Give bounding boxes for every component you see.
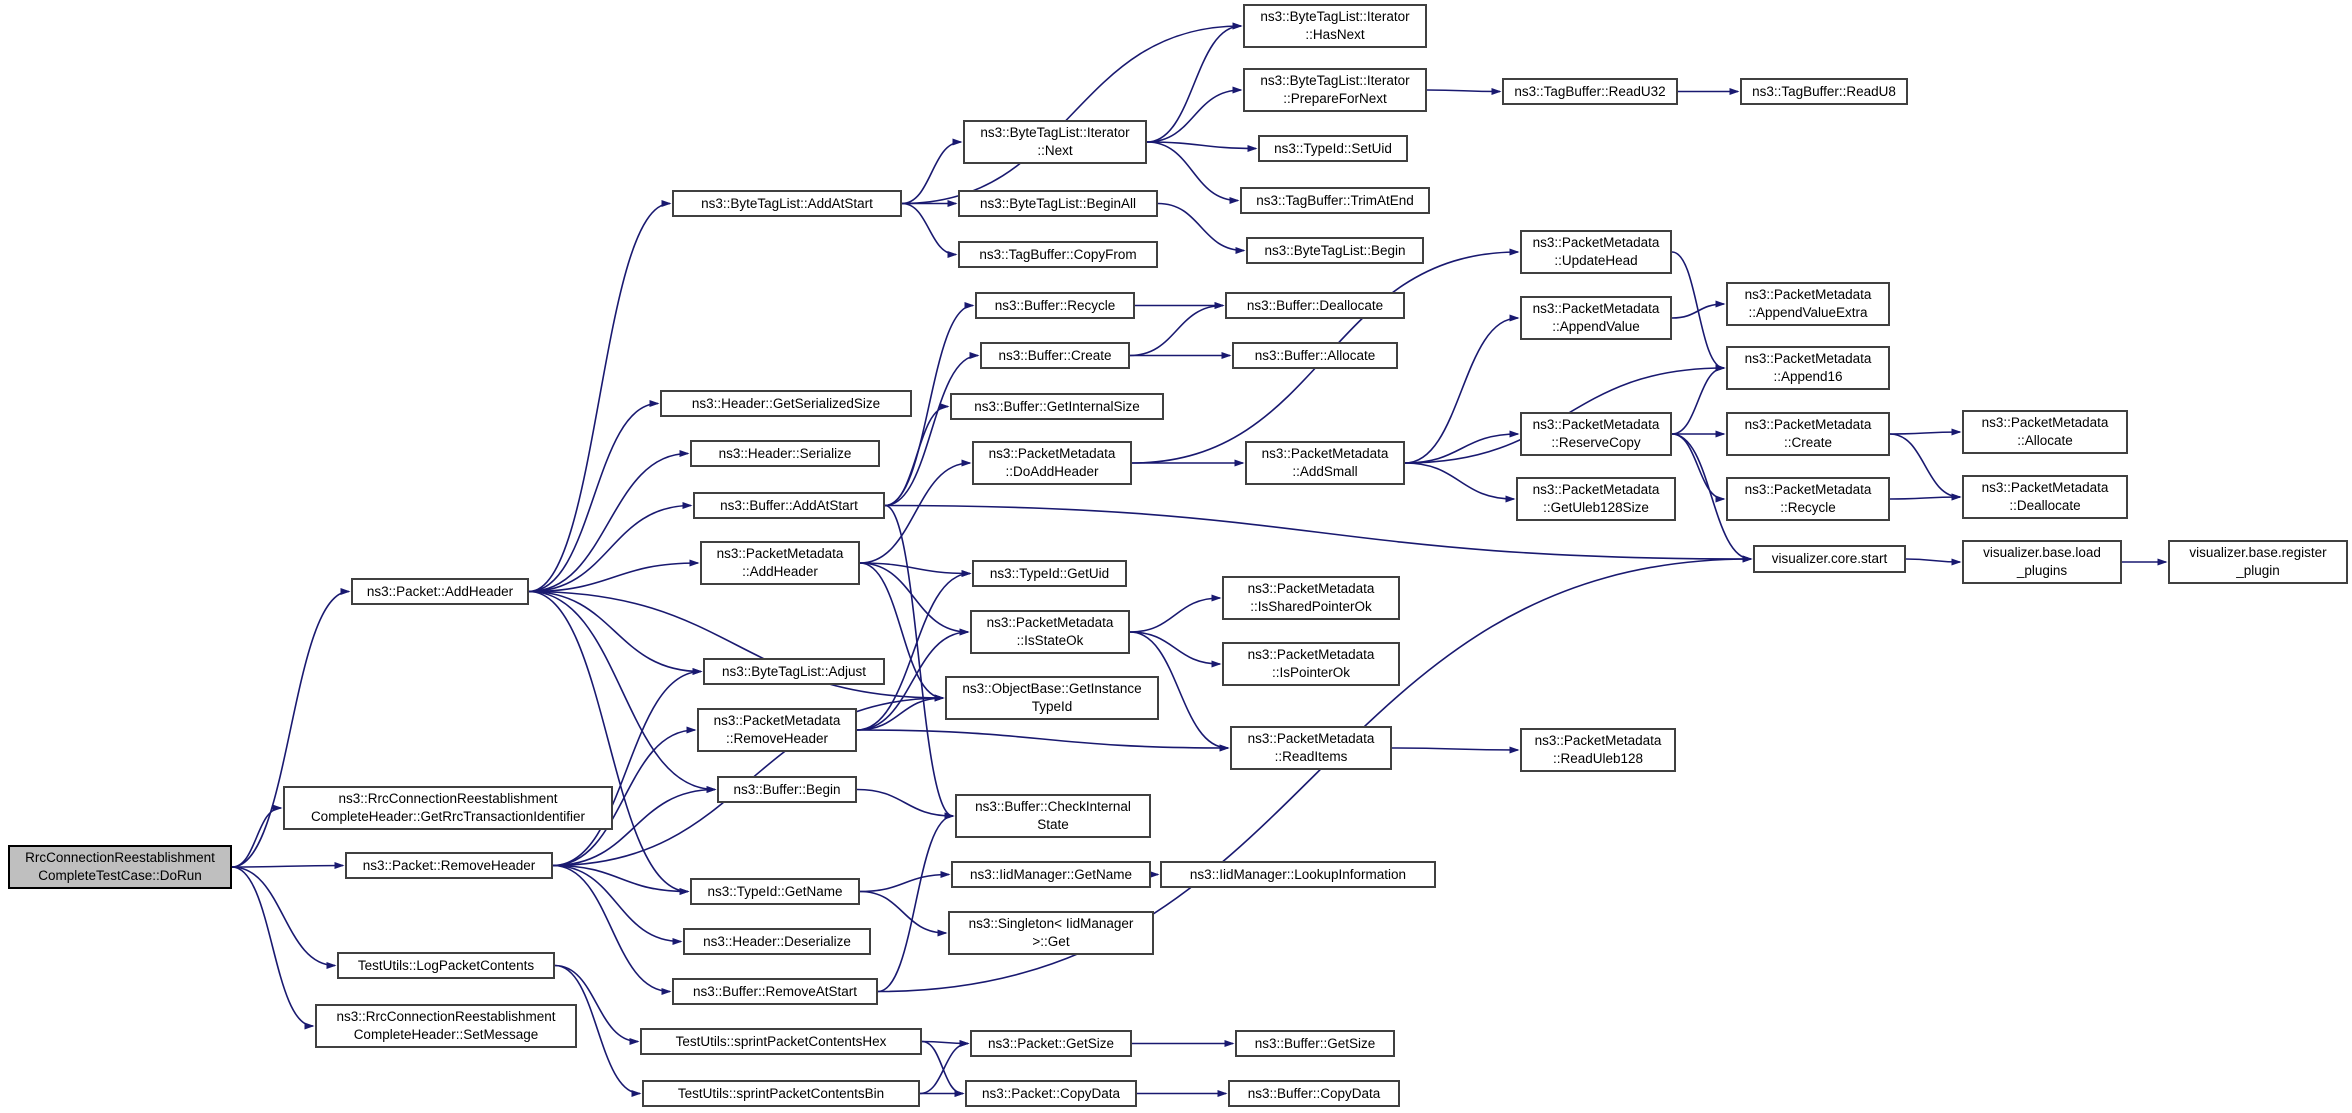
edge-btl_addatstart-to-btl_it_next — [902, 142, 961, 204]
node-buf_getsize[interactable] — [1235, 1030, 1395, 1057]
node-buf_getinternalsize[interactable] — [950, 393, 1164, 420]
node-label-line: ns3::TagBuffer::ReadU8 — [1752, 83, 1896, 99]
node-label-line: ::PrepareForNext — [1283, 91, 1387, 106]
node-vis_register_plugin[interactable] — [2168, 540, 2348, 584]
node-label-line: ::IsPointerOk — [1271, 665, 1351, 680]
node-label-line: ns3::Header::Serialize — [718, 445, 852, 461]
edge-pm_create-to-pm_deallocate — [1890, 434, 1960, 497]
node-label-line: ns3::ByteTagList::BeginAll — [979, 195, 1137, 211]
node-label-line: ns3::PacketMetadata — [716, 546, 844, 562]
node-buf_begin[interactable] — [717, 776, 857, 803]
node-buf_removeatstart[interactable] — [672, 978, 878, 1005]
node-label-line: ns3::TagBuffer::TrimAtEnd — [1256, 192, 1414, 208]
edge-buf_create-to-buf_deallocate — [1130, 306, 1223, 356]
node-buf_addatstart[interactable] — [693, 492, 885, 519]
node-pm_allocate[interactable] — [1962, 410, 2128, 454]
node-iid_lookupinformation[interactable] — [1160, 861, 1436, 888]
node-singleton_get[interactable] — [948, 911, 1154, 955]
node-buf_create[interactable] — [980, 342, 1130, 369]
node-label-line: ns3::ByteTagList::Iterator — [980, 125, 1130, 141]
node-label-line: ::AddSmall — [1292, 464, 1358, 479]
node-label-line: ns3::PacketMetadata — [1744, 351, 1872, 367]
node-tagbuf_readu32[interactable] — [1502, 78, 1678, 105]
node-getrrctransid[interactable] — [283, 786, 613, 830]
edge-btl_addatstart-to-btl_it_hasnext — [902, 26, 1241, 204]
node-pm_ispointerok[interactable] — [1222, 642, 1400, 686]
node-label-line: ::Deallocate — [2009, 498, 2081, 513]
node-label-line: ::Append16 — [1773, 369, 1843, 384]
node-label-line: ::ReadItems — [1274, 749, 1348, 764]
node-label-line: ::IsSharedPointerOk — [1250, 599, 1372, 614]
node-pm_removeheader[interactable] — [697, 708, 857, 752]
node-label-line: ns3::PacketMetadata — [1981, 415, 2109, 431]
node-buf_recycle[interactable] — [975, 292, 1135, 319]
node-label-line: ::ReserveCopy — [1551, 435, 1641, 450]
node-label-line: ns3::ByteTagList::Iterator — [1260, 9, 1410, 25]
edge-pm_reservecopy-to-pm_recycle — [1672, 434, 1724, 499]
edge-btl_beginall-to-btl_begin2 — [1158, 204, 1244, 251]
node-label-line: ns3::Header::Deserialize — [703, 933, 851, 949]
edge-pkt_addheader-to-hdr_serialize — [529, 454, 688, 592]
node-label-line: ns3::PacketMetadata — [1744, 417, 1872, 433]
node-label-line: ns3::Buffer::AddAtStart — [720, 497, 858, 513]
node-label-line: ns3::ByteTagList::Begin — [1264, 242, 1406, 258]
node-label-line: ns3::Buffer::CopyData — [1247, 1085, 1381, 1101]
node-label-line: _plugin — [2236, 563, 2280, 578]
node-btl_adjust[interactable] — [703, 658, 885, 685]
node-buf_deallocate[interactable] — [1225, 292, 1405, 319]
node-label-line: ns3::Packet::CopyData — [981, 1085, 1121, 1101]
node-label-line: ns3::PacketMetadata — [1532, 417, 1660, 433]
node-vis_core_start[interactable] — [1753, 545, 1906, 573]
edge-buf_addatstart-to-buf_checkinternalstate — [885, 506, 953, 817]
node-pm_appendvalueextra[interactable] — [1726, 282, 1890, 326]
node-typeid_setuid[interactable] — [1258, 135, 1408, 162]
node-label-line: ns3::Packet::RemoveHeader — [362, 857, 536, 873]
node-label-line: RrcConnectionReestablishment — [25, 850, 215, 866]
edge-pm_isstateok-to-pm_issharedpointerok — [1130, 598, 1220, 632]
node-label-line: ns3::Singleton< IidManager — [968, 916, 1134, 932]
node-label-line: ns3::Buffer::RemoveAtStart — [692, 983, 858, 999]
node-label-line: visualizer.base.register — [2189, 545, 2327, 561]
edge-typeid_getname-to-singleton_get — [860, 892, 946, 934]
node-label-line: ::AppendValueExtra — [1748, 305, 1868, 320]
node-sprinthex[interactable] — [640, 1028, 922, 1055]
node-label-line: ns3::TypeId::SetUid — [1274, 140, 1392, 156]
node-label-line: ns3::PacketMetadata — [1744, 482, 1872, 498]
edge-btl_it_preparefornext-to-tagbuf_readu32 — [1427, 90, 1500, 92]
node-pm_create[interactable] — [1726, 412, 1890, 456]
edge-typeid_getname-to-iid_getname — [860, 875, 949, 892]
node-label-line: ns3::PacketMetadata — [1261, 446, 1389, 462]
node-pm_appendvalue[interactable] — [1520, 296, 1672, 340]
node-pm_recycle[interactable] — [1726, 477, 1890, 521]
edge-pm_create-to-pm_allocate — [1890, 432, 1960, 434]
edge-buf_addatstart-to-buf_getinternalsize — [885, 407, 948, 506]
node-pm_getuleb128size[interactable] — [1516, 477, 1676, 521]
edge-pkt_addheader-to-pm_addheader — [529, 563, 698, 592]
node-label-line: ns3::Buffer::GetInternalSize — [974, 398, 1140, 414]
node-label-line: ::Allocate — [2017, 433, 2073, 448]
node-label-line: ns3::PacketMetadata — [713, 713, 841, 729]
node-label-line: >::Get — [1032, 934, 1070, 949]
node-label-line: ns3::Buffer::Deallocate — [1246, 297, 1384, 313]
node-label-line: ::DoAddHeader — [1005, 464, 1099, 479]
node-pm_readitems[interactable] — [1230, 726, 1392, 770]
edge-pm_readitems-to-pm_readuleb128 — [1392, 748, 1518, 750]
node-label-line: ns3::Buffer::Begin — [733, 781, 841, 797]
node-typeid_getname[interactable] — [690, 878, 860, 905]
node-tagbuf_readu8[interactable] — [1740, 78, 1908, 105]
node-label-line: ns3::PacketMetadata — [1532, 482, 1660, 498]
node-label-line: TestUtils::sprintPacketContentsBin — [677, 1085, 885, 1101]
node-label-line: ns3::ByteTagList::Iterator — [1260, 73, 1410, 89]
node-pm_updatehead[interactable] — [1520, 230, 1672, 274]
node-label-line: ::AppendValue — [1552, 319, 1640, 334]
node-pm_doaddheader[interactable] — [972, 441, 1132, 485]
edge-pm_recycle-to-pm_deallocate — [1890, 497, 1960, 499]
node-sprintbin[interactable] — [642, 1080, 920, 1107]
node-pm_deallocate[interactable] — [1962, 475, 2128, 519]
node-pkt_getsize[interactable] — [970, 1030, 1132, 1057]
node-pkt_addheader[interactable] — [351, 578, 529, 605]
node-buf_checkinternalstate[interactable] — [955, 794, 1151, 838]
node-label-line: CompleteTestCase::DoRun — [38, 868, 202, 883]
node-label-line: ns3::PacketMetadata — [1247, 731, 1375, 747]
edge-pm_addsmall-to-pm_getuleb128size — [1405, 463, 1514, 499]
node-btl_it_preparefornext[interactable] — [1243, 68, 1427, 112]
node-label-line: ::ReadUleb128 — [1552, 751, 1644, 766]
node-hdr_getserializedsize[interactable] — [660, 390, 912, 417]
node-label-line: ns3::PacketMetadata — [1532, 235, 1660, 251]
node-label-line: ns3::TypeId::GetUid — [989, 565, 1110, 581]
edge-btl_it_next-to-tagbuf_trimatend — [1147, 142, 1238, 201]
node-label-line: ns3::RrcConnectionReestablishment — [336, 1009, 556, 1025]
node-label-line: ns3::Buffer::GetSize — [1254, 1035, 1376, 1051]
node-label-line: ns3::PacketMetadata — [1247, 581, 1375, 597]
node-pm_addheader[interactable] — [700, 541, 860, 585]
edge-sprinthex-to-pkt_copydata — [922, 1042, 963, 1094]
edge-pm_reservecopy-to-pm_append16 — [1672, 368, 1724, 434]
edge-dorun-to-logpacketcontents — [232, 867, 335, 966]
node-pm_isstateok[interactable] — [970, 610, 1130, 654]
node-label-line: CompleteHeader::SetMessage — [353, 1027, 539, 1042]
node-label-line: ns3::TagBuffer::CopyFrom — [979, 246, 1137, 262]
node-label-line: ns3::TagBuffer::ReadU32 — [1514, 83, 1666, 99]
node-pm_append16[interactable] — [1726, 346, 1890, 390]
node-label-line: ::AddHeader — [742, 564, 818, 579]
node-hdr_serialize[interactable] — [690, 440, 880, 467]
edge-vis_core_start-to-vis_load_plugins — [1906, 559, 1960, 562]
node-label-line: ns3::ByteTagList::AddAtStart — [701, 195, 873, 211]
node-buf_copydata[interactable] — [1228, 1080, 1400, 1107]
edge-pkt_removeheader-to-typeid_getname — [553, 866, 688, 892]
node-btl_begin2[interactable] — [1246, 237, 1424, 264]
node-btl_beginall[interactable] — [958, 190, 1158, 217]
edge-dorun-to-getrrctransid — [232, 808, 281, 867]
node-label-line: ns3::Header::GetSerializedSize — [691, 395, 881, 411]
edge-btl_it_next-to-btl_it_preparefornext — [1147, 90, 1241, 142]
node-label-line: ns3::TypeId::GetName — [707, 883, 843, 899]
node-label-line: ns3::Packet::GetSize — [987, 1035, 1115, 1051]
edge-btl_addatstart-to-tagbuf_copyfrom — [902, 204, 956, 255]
edge-buf_removeatstart-to-buf_checkinternalstate — [878, 816, 953, 992]
node-btl_it_next[interactable] — [963, 120, 1147, 164]
node-pm_readuleb128[interactable] — [1520, 728, 1676, 772]
node-label-line: ns3::Buffer::CheckInternal — [975, 799, 1131, 815]
node-label-line: ns3::IidManager::LookupInformation — [1189, 866, 1407, 882]
node-label-line: TestUtils::sprintPacketContentsHex — [675, 1033, 887, 1049]
node-logpacketcontents[interactable] — [337, 952, 555, 979]
node-label-line: ns3::PacketMetadata — [1534, 733, 1662, 749]
edge-buf_addatstart-to-buf_create — [885, 356, 978, 506]
node-label-line: ns3::ByteTagList::Adjust — [721, 663, 867, 679]
node-label-line: ns3::RrcConnectionReestablishment — [338, 791, 558, 807]
node-label-line: ns3::IidManager::GetName — [969, 866, 1133, 882]
node-pm_issharedpointerok[interactable] — [1222, 576, 1400, 620]
node-label-line: _plugins — [2016, 563, 2068, 578]
edge-dorun-to-pkt_removeheader — [232, 866, 343, 868]
node-pm_addsmall[interactable] — [1245, 441, 1405, 485]
node-label-line: State — [1037, 817, 1069, 832]
edge-pm_updatehead-to-pm_append16 — [1672, 252, 1724, 368]
node-iid_getname[interactable] — [951, 861, 1151, 888]
node-typeid_getuid[interactable] — [972, 560, 1127, 587]
node-label-line: ns3::Buffer::Create — [998, 347, 1112, 363]
node-label-line: ns3::Packet::AddHeader — [366, 583, 514, 599]
node-label-line: ::GetUleb128Size — [1543, 500, 1649, 515]
edge-pm_isstateok-to-pm_ispointerok — [1130, 632, 1220, 664]
node-label-line: ::HasNext — [1305, 27, 1365, 42]
node-label-line: TypeId — [1031, 699, 1073, 714]
node-btl_addatstart[interactable] — [672, 190, 902, 217]
node-label-line: ::UpdateHead — [1554, 253, 1638, 268]
node-setmessage[interactable] — [315, 1004, 577, 1048]
edge-pkt_addheader-to-btl_addatstart — [529, 204, 670, 592]
node-pm_reservecopy[interactable] — [1520, 412, 1672, 456]
node-label-line: ::Create — [1783, 435, 1833, 450]
edge-pm_removeheader-to-pm_readitems — [857, 730, 1228, 748]
node-label-line: visualizer.core.start — [1771, 551, 1888, 567]
node-label-line: ::IsStateOk — [1016, 633, 1084, 648]
node-label-line: ns3::PacketMetadata — [1981, 480, 2109, 496]
node-buf_allocate[interactable] — [1232, 342, 1398, 369]
node-label-line: TestUtils::LogPacketContents — [357, 957, 535, 973]
node-label-line: ns3::ObjectBase::GetInstance — [962, 681, 1142, 697]
node-label-line: ns3::Buffer::Allocate — [1254, 347, 1376, 363]
node-label-line: ns3::PacketMetadata — [986, 615, 1114, 631]
node-pkt_copydata[interactable] — [965, 1080, 1137, 1107]
node-pkt_removeheader[interactable] — [345, 852, 553, 879]
node-tagbuf_trimatend[interactable] — [1240, 187, 1430, 214]
node-label-line: ns3::PacketMetadata — [988, 446, 1116, 462]
node-ob_getinstancetypeid[interactable] — [945, 676, 1159, 720]
node-label-line: ns3::PacketMetadata — [1247, 647, 1375, 663]
node-label-line: ::RemoveHeader — [725, 731, 829, 746]
edge-sprintbin-to-pkt_getsize — [920, 1044, 968, 1094]
node-label-line: CompleteHeader::GetRrcTransactionIdentifier — [310, 809, 586, 824]
node-hdr_deserialize[interactable] — [683, 928, 871, 955]
node-label-line: ::Recycle — [1780, 500, 1836, 515]
node-btl_it_hasnext[interactable] — [1243, 4, 1427, 48]
node-tagbuf_copyfrom[interactable] — [958, 241, 1158, 268]
node-label-line: ns3::Buffer::Recycle — [994, 297, 1116, 313]
edge-pm_addsmall-to-pm_appendvalue — [1405, 318, 1518, 463]
edge-pm_appendvalue-to-pm_appendvalueextra — [1672, 304, 1724, 318]
node-label-line: visualizer.base.load — [1983, 545, 2101, 561]
node-label-line: ::Next — [1037, 143, 1073, 158]
node-dorun — [8, 845, 232, 889]
node-label-line: ns3::PacketMetadata — [1744, 287, 1872, 303]
node-label-line: ns3::PacketMetadata — [1532, 301, 1660, 317]
node-vis_load_plugins[interactable] — [1962, 540, 2122, 584]
